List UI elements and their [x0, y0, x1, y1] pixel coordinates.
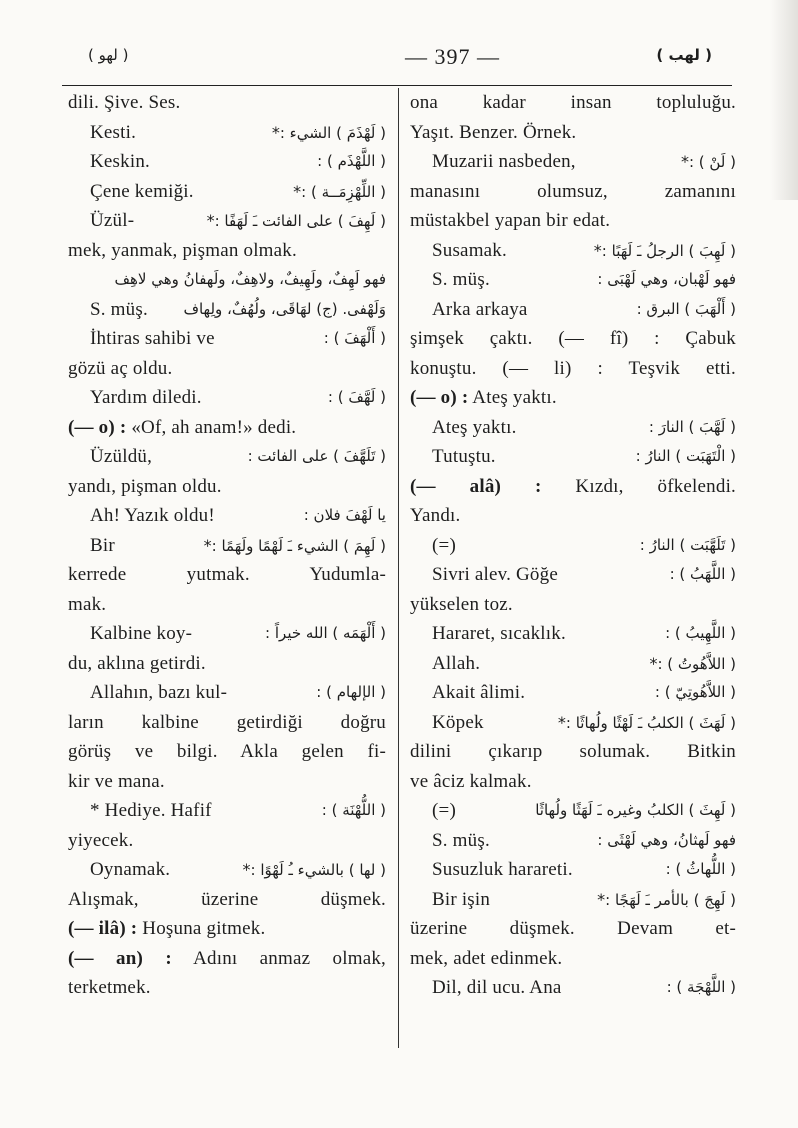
turkish-definition: konuştu. (— li) : Teşvik etti. — [410, 357, 736, 379]
entry-marker: * — [597, 889, 606, 909]
entry-marker: * — [203, 535, 212, 555]
turkish-definition: Yardım diledi. — [90, 387, 202, 408]
turkish-definition: Susuzluk harareti. — [432, 859, 573, 880]
dictionary-line — [410, 678, 736, 708]
dictionary-line — [68, 973, 386, 1003]
arabic-headword: ( لَهَثَ ) الكلبُ ـَ لَهْثًا ولُهاثًا :* — [557, 712, 736, 732]
dictionary-line — [410, 619, 736, 649]
turkish-definition: (— o) : «Of, ah anam!» dedi. — [68, 416, 297, 438]
arabic-headword: ( تَلَهَّبَت ) النارُ : — [639, 535, 736, 554]
turkish-definition: Allahın, bazı kul- — [90, 682, 228, 703]
dictionary-line — [68, 383, 386, 413]
turkish-definition: görüş ve bilgi. Akla gelen fi- — [68, 741, 386, 762]
turkish-definition: yükselen toz. — [410, 593, 513, 615]
arabic-headword: يا لَهْفَ فلان : — [303, 506, 386, 524]
turkish-definition: müstakbel yapan bir edat. — [410, 210, 611, 231]
turkish-definition: ların kalbine getirdiği doğru — [68, 711, 386, 733]
dictionary-line — [68, 147, 386, 177]
turkish-definition: Alışmak, üzerine düşmek. — [68, 888, 386, 910]
turkish-definition: üzerine düşmek. Devam et- — [410, 918, 736, 939]
turkish-definition: Allah. — [432, 652, 481, 674]
arabic-headword: ( لَهْذَمَ ) الشيء :* — [271, 122, 386, 142]
dictionary-line — [68, 501, 386, 531]
dictionary-line — [410, 531, 736, 561]
dictionary-line — [410, 708, 736, 738]
turkish-definition: dili. Şive. Ses. — [68, 92, 181, 113]
dictionary-line — [410, 590, 736, 620]
dictionary-line — [68, 413, 386, 443]
dictionary-line — [68, 265, 386, 295]
turkish-definition: İhtiras sahibi ve — [90, 328, 215, 349]
dictionary-line — [410, 147, 736, 177]
dictionary-line — [68, 442, 386, 472]
dictionary-line — [68, 678, 386, 708]
turkish-definition: manasını olumsuz, zamanını — [410, 180, 736, 202]
turkish-definition: kir ve mana. — [68, 770, 165, 792]
turkish-definition: Ah! Yazık oldu! — [90, 505, 215, 526]
dictionary-line — [410, 118, 736, 148]
arabic-headword: ( اللَّهْذَم ) : — [317, 152, 386, 170]
turkish-definition: S. müş. — [432, 829, 490, 851]
turkish-definition: Ateş yaktı. — [432, 416, 517, 438]
turkish-definition: ve âciz kalmak. — [410, 770, 532, 792]
dictionary-line — [410, 206, 736, 236]
entry-marker: * — [271, 122, 280, 142]
dictionary-line — [68, 295, 386, 325]
arabic-headword: ( لَنْ ) :* — [680, 152, 736, 171]
turkish-definition: Yandı. — [410, 505, 461, 526]
turkish-definition: Hararet, sıcaklık. — [432, 623, 566, 644]
turkish-definition: * Hediye. Hafif — [90, 800, 212, 821]
turkish-definition: mek, yanmak, pişman olmak. — [68, 239, 297, 261]
arabic-headword: ( لَهَّفَ ) : — [327, 388, 386, 406]
page-number: — 397 — — [405, 44, 500, 69]
scan-edge-shadow — [770, 0, 798, 200]
turkish-definition: (=) — [432, 800, 456, 821]
turkish-definition: Susamak. — [432, 239, 507, 261]
dictionary-line — [410, 944, 736, 974]
dictionary-line — [68, 531, 386, 561]
dictionary-line — [68, 737, 386, 767]
dictionary-line — [68, 796, 386, 826]
turkish-definition: Üzüldü, — [90, 446, 153, 467]
dictionary-line — [68, 324, 386, 354]
dictionary-line — [68, 590, 386, 620]
arabic-headword: ( اللَّهَبُ ) : — [669, 565, 736, 583]
entry-marker: * — [293, 181, 302, 201]
dictionary-line — [410, 472, 736, 502]
turkish-definition: Köpek — [432, 711, 484, 733]
turkish-definition: Çene kemiği. — [90, 180, 194, 202]
arabic-headword: ( لها ) بالشيء ـُ لَهْوًا :* — [242, 860, 386, 879]
entry-marker: * — [557, 712, 566, 732]
column-divider — [398, 88, 399, 1048]
arabic-headword: ( اللَّهِيبُ ) : — [665, 624, 736, 642]
turkish-definition: Kesti. — [90, 121, 137, 143]
page-header — [60, 32, 740, 82]
entry-marker: * — [680, 152, 689, 171]
turkish-definition: Bir işin — [432, 888, 491, 910]
arabic-headword: ( اللاَّهُوتُ ) :* — [649, 653, 736, 673]
turkish-definition: Üzül- — [90, 210, 135, 231]
arabic-headword: فهو لَهثانُ، وهي لَهْثَى : — [597, 830, 736, 849]
arabic-headword: ( لَهِثَ ) الكلبُ وغيره ـَ لَهَثًا ولُهاثًا — [535, 801, 736, 819]
right-column — [410, 88, 736, 1003]
dictionary-line — [410, 826, 736, 856]
dictionary-line — [410, 914, 736, 944]
arabic-headword: ( تَلَهَّفَ ) على الفائت : — [247, 447, 386, 465]
dictionary-line — [410, 501, 736, 531]
arabic-headword: ( اللُّهْنَة ) : — [321, 801, 386, 819]
dictionary-line — [68, 708, 386, 738]
arabic-entry: فهو لَهِفٌ، ولَهِيفٌ، ولاهِفٌ، ولَهفانُ وهي لاهِف — [114, 270, 386, 288]
turkish-definition: Tutuştu. — [432, 446, 496, 467]
arabic-headword: ( اللاَّهُوتِيّ ) : — [654, 683, 736, 701]
turkish-definition: (— o) : Ateş yaktı. — [410, 387, 557, 408]
dictionary-line — [410, 295, 736, 325]
turkish-definition: Akait âlimi. — [432, 682, 526, 703]
dictionary-line — [68, 944, 386, 974]
arabic-headword: ( أَلْهَفَ ) : — [323, 329, 386, 347]
turkish-definition: mak. — [68, 593, 107, 615]
arabic-headword: ( اللِّهْزِمَــة ) :* — [293, 181, 386, 201]
dictionary-line — [68, 914, 386, 944]
dictionary-line — [68, 88, 386, 118]
arabic-headword: ( لَهَّبَ ) النارَ : — [648, 417, 736, 436]
arabic-headword: ( لَهِجَ ) بالأمر ـَ لَهَجًا :* — [597, 889, 736, 909]
turkish-definition: S. müş. — [432, 269, 490, 290]
turkish-definition: Dil, dil ucu. Ana — [432, 977, 562, 998]
header-rule — [62, 85, 732, 86]
entry-marker: * — [593, 240, 602, 260]
turkish-definition: Bir — [90, 534, 115, 556]
dictionary-line — [410, 560, 736, 590]
arabic-headword: فهو لَهْبان، وهي لَهْبَى : — [597, 270, 736, 288]
turkish-definition: yandı, pişman oldu. — [68, 475, 222, 497]
entry-marker: * — [206, 211, 215, 230]
dictionary-line — [410, 324, 736, 354]
dictionary-line — [410, 88, 736, 118]
entry-marker: * — [242, 860, 251, 879]
arabic-headword: وَلَهْفى. (ج) لهَاقَى، ولُهُفٌ، ولِهاف — [183, 299, 386, 318]
dictionary-line — [410, 737, 736, 767]
turkish-definition: Yaşıt. Benzer. Örnek. — [410, 121, 577, 143]
dictionary-line — [68, 649, 386, 679]
dictionary-line — [68, 118, 386, 148]
turkish-definition: S. müş. — [90, 298, 148, 320]
dictionary-line — [410, 649, 736, 679]
turkish-definition: Sivri alev. Göğe — [432, 564, 558, 585]
dictionary-line — [410, 236, 736, 266]
dictionary-line — [410, 796, 736, 826]
turkish-definition: şimşek çaktı. (— fî) : Çabuk — [410, 328, 736, 349]
dictionary-line — [410, 885, 736, 915]
turkish-definition: Arka arkaya — [432, 298, 528, 320]
turkish-definition: (=) — [432, 534, 456, 556]
turkish-definition: terketmek. — [68, 977, 151, 998]
arabic-headword: ( لَهِفَ ) على الفائت ـَ لَهَفًا :* — [206, 211, 386, 230]
turkish-definition: (— ilâ) : Hoşuna gitmek. — [68, 918, 266, 939]
dictionary-line — [68, 354, 386, 384]
left-column — [68, 88, 386, 1003]
turkish-definition: (— alâ) : Kızdı, öfkelendi. — [410, 475, 736, 497]
dictionary-line — [410, 855, 736, 885]
dictionary-line — [410, 354, 736, 384]
dictionary-line — [68, 206, 386, 236]
turkish-definition: mek, adet edinmek. — [410, 947, 563, 969]
turkish-definition: Oynamak. — [90, 859, 171, 880]
dictionary-line — [410, 177, 736, 207]
arabic-headword: ( اللَّهْجَة ) : — [666, 978, 736, 996]
turkish-definition: ona kadar insan topluluğu. — [410, 92, 736, 113]
arabic-headword: ( اللُّهاثُ ) : — [665, 860, 736, 878]
arabic-headword: ( أَلْهَبَ ) البرق : — [636, 299, 736, 318]
turkish-definition: gözü aç oldu. — [68, 357, 173, 379]
header-right-entry: ( لهب ) — [656, 46, 712, 64]
turkish-definition: (— an) : Adını anmaz olmak, — [68, 947, 386, 969]
dictionary-line — [68, 560, 386, 590]
arabic-headword: ( لَهِمَ ) الشيء ـَ لَهْمًا ولَهَمًا :* — [203, 535, 386, 555]
dictionary-line — [68, 885, 386, 915]
dictionary-line — [68, 236, 386, 266]
dictionary-line — [68, 619, 386, 649]
turkish-definition: du, aklına getirdi. — [68, 652, 206, 674]
arabic-headword: ( أَلْهَمَه ) الله خيراً : — [265, 624, 386, 642]
header-left-entry: ( لهو ) — [88, 46, 129, 64]
arabic-headword: ( الْتَهَبَت ) النارُ : — [635, 447, 736, 465]
arabic-headword: ( لَهِبَ ) الرجلُ ـَ لَهَبًا :* — [593, 240, 736, 260]
dictionary-line — [410, 383, 736, 413]
dictionary-line — [410, 973, 736, 1003]
turkish-definition: kerrede yutmak. Yudumla- — [68, 564, 386, 585]
dictionary-line — [68, 826, 386, 856]
dictionary-line — [68, 855, 386, 885]
turkish-definition: Keskin. — [90, 151, 150, 172]
dictionary-line — [68, 472, 386, 502]
dictionary-line — [410, 442, 736, 472]
dictionary-line — [410, 767, 736, 797]
turkish-definition: yiyecek. — [68, 829, 134, 851]
dictionary-line — [68, 177, 386, 207]
turkish-definition: Muzarii nasbeden, — [432, 151, 576, 172]
turkish-definition: Kalbine koy- — [90, 623, 193, 644]
arabic-headword: ( الإلهام ) : — [316, 683, 386, 701]
turkish-definition: dilini çıkarıp solumak. Bitkin — [410, 741, 736, 762]
dictionary-line — [68, 767, 386, 797]
dictionary-line — [410, 413, 736, 443]
entry-marker: * — [649, 653, 658, 673]
dictionary-line — [410, 265, 736, 295]
